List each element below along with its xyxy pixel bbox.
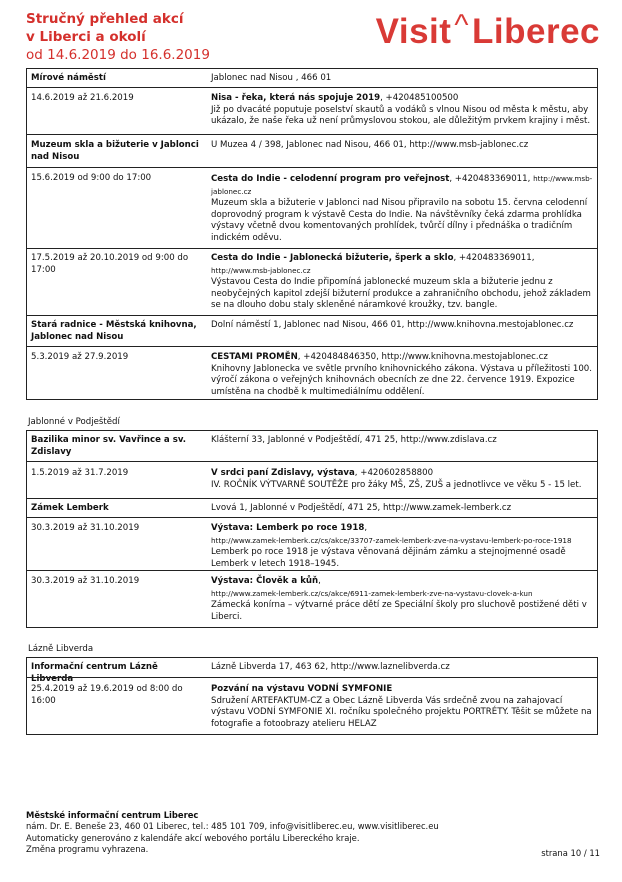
event-contact: , +420485100500 — [380, 93, 459, 103]
venue-address: Lázně Libverda 17, 463 62, http://www.laznelibverda.cz — [211, 662, 450, 672]
venue-name: Zámek Lemberk — [31, 503, 109, 513]
event-url[interactable]: http://www.msb-jablonec.cz — [211, 174, 593, 196]
document-title-line1: Stručný přehled akcí — [26, 11, 184, 27]
venue-row — [27, 69, 597, 87]
event-date: 17.5.2019 až 20.10.2019 od 9:00 do 17:00 — [31, 253, 189, 275]
venue-table-jablonne — [26, 430, 598, 628]
section-heading-libverda: Lázně Libverda — [28, 644, 94, 654]
event-description: Již po dvacáté poputuje poselství skautů a vodáků s vlnou Nisou od města k městu, aby ukázalo, že naše řeka už není průmyslovou stokou, ale důležitým prvkem krajiny i měst. — [211, 104, 591, 126]
event-title: Cesta do Indie - Jablonecká bižuterie, šperk a sklo — [211, 253, 454, 263]
venue-address: Jablonec nad Nisou , 466 01 — [211, 73, 332, 83]
event-contact: , — [318, 576, 321, 586]
event-title: Výstava: Člověk a kůň — [211, 576, 319, 586]
event-details — [211, 93, 595, 128]
event-description: Lemberk po roce 1918 je výstava věnovaná dějinám zámku a stejnojmenné osadě Lemberk v letech 1918–1945. — [211, 547, 566, 569]
event-date: 5.3.2019 až 27.9.2019 — [31, 352, 129, 362]
venue-name: Bazilika minor sv. Vavřince a sv. Zdislavy — [31, 435, 186, 457]
footer-note-changes: Změna programu vyhrazena. — [26, 843, 149, 854]
visitliberec-logo — [375, 9, 600, 52]
venue-row — [27, 658, 597, 684]
event-details — [211, 468, 595, 491]
event-row — [27, 517, 597, 570]
venue-row — [27, 431, 597, 461]
event-row — [27, 461, 597, 498]
page-number: strana 10 / 11 — [541, 848, 600, 858]
footer-note-generated: Automaticky generováno z kalendáře akcí webového portálu Libereckého kraje. — [26, 832, 360, 843]
event-description: IV. ROČNÍK VÝTVARNÉ SOUTĚŽE pro žáky MŠ, ZŠ, ZUŠ a jednotlivce ve věku 5 - 15 let. — [211, 479, 582, 490]
event-row — [27, 570, 597, 629]
event-title: Nisa - řeka, která nás spojuje 2019 — [211, 93, 381, 103]
event-date: 15.6.2019 od 9:00 do 17:00 — [31, 173, 152, 183]
footer-organization: Městské informační centrum Liberec — [26, 810, 199, 820]
event-details — [211, 523, 595, 570]
section-heading-jablonne: Jablonné v Podještědí — [28, 417, 120, 427]
venue-name: Muzeum skla a bižuterie v Jablonci nad Nisou — [31, 140, 199, 162]
event-title: Cesta do Indie - celodenní program pro veřejnost — [211, 174, 450, 184]
event-description: Sdružení ARTEFAKTUM-CZ a Obec Lázně Libverda Vás srdečně zvou na zahajovací výstavu VODNÍ SYMFONIE XI. ročníku společného projektu PORTRÉTY. Těšit se můžete na fotografie a fotoobrazy atelieru HELAZ — [211, 695, 592, 729]
event-details — [211, 253, 595, 312]
event-title: CESTAMI PROMĚN — [211, 352, 298, 362]
venue-address: Klášterní 33, Jablonné v Podještědí, 471 25, http://www.zdislava.cz — [211, 435, 497, 445]
event-date: 30.3.2019 až 31.10.2019 — [31, 523, 140, 533]
logo-text-right: Liberec — [472, 12, 600, 51]
venue-address: Lvová 1, Jablonné v Podještědí, 471 25, http://www.zamek-lemberk.cz — [211, 503, 512, 513]
event-date: 14.6.2019 až 21.6.2019 — [31, 93, 134, 103]
page-header — [26, 10, 600, 66]
event-row — [27, 677, 597, 735]
date-range: od 14.6.2019 do 16.6.2019 — [26, 47, 210, 63]
event-description: Knihovny Jablonecka ve světle prvního knihovnického zákona. Výstava u příležitosti 100. výročí zákona o veřejných knihovnách obecních ze dne 22. července 1919. Expozice umístěna na chodbě k multimediálnímu oddělení. — [211, 363, 593, 397]
venue-address: Dolní náměstí 1, Jablonec nad Nisou, 466 01, http://www.knihovna.mestojablonec.cz — [211, 320, 574, 330]
venue-row — [27, 134, 597, 167]
event-contact: , +420484846350, http://www.knihovna.mestojablonec.cz — [297, 352, 548, 362]
logo-text-left: Visit — [375, 12, 452, 51]
event-date: 1.5.2019 až 31.7.2019 — [31, 468, 129, 478]
event-url[interactable]: http://www.msb-jablonec.cz — [211, 265, 311, 275]
venue-row — [27, 315, 597, 346]
event-details — [211, 576, 595, 623]
event-description: Muzeum skla a bižuterie v Jablonci nad Nisou připravilo na sobotu 15. června celodenní doprovodný program k výstavě Cesta do Indie. Na návštěvníky čeká zdarma prohlídka výstavy včetně dvou komentovaných prohlídek, tvůrčí dílny i přednáška o tradičním indickém oděvu. — [211, 198, 588, 243]
event-contact: , +420483369011, — [449, 174, 531, 184]
event-description: Zámecká konírna – výtvarné práce dětí ze Speciální školy pro sluchově postižené děti v Liberci. — [211, 600, 587, 622]
event-contact: , — [364, 523, 368, 533]
event-title: V srdci paní Zdislavy, výstava — [211, 468, 355, 478]
venue-address: U Muzea 4 / 398, Jablonec nad Nisou, 466 01, http://www.msb-jablonec.cz — [211, 140, 529, 150]
event-date: 30.3.2019 až 31.10.2019 — [31, 576, 140, 586]
venue-name: Stará radnice - Městská knihovna, Jablonec nad Nisou — [31, 320, 197, 342]
event-date: 25.4.2019 až 19.6.2019 od 8:00 do 16:00 — [31, 684, 183, 706]
page-footer — [26, 810, 600, 855]
venue-name: Informační centrum Lázně Libverda — [31, 662, 158, 684]
event-title: Výstava: Lemberk po roce 1918 — [211, 523, 365, 533]
event-url[interactable]: http://www.zamek-lemberk.cz/cs/akce/6911-zamek-lemberk-zve-na-vystavu-clovek-a-kun — [211, 588, 533, 598]
logo-caret-icon: ^ — [454, 9, 469, 42]
event-title: Pozvání na výstavu VODNÍ SYMFONIE — [211, 684, 393, 694]
venue-table-libverda — [26, 657, 598, 735]
event-description: Výstavou Cesta do Indie připomíná jablonecké muzeum skla a bižuterie jednu z neobyčejných kapitol zdejší bižuterní produkce a zahraničního obchodu, jehož základem se na dlouho dobu staly skleněné náramkové kroužky, tzv. bangle. — [211, 277, 591, 310]
document-title-line2: v Liberci a okolí — [26, 29, 146, 45]
footer-address: nám. Dr. E. Beneše 23, 460 01 Liberec, tel.: 485 101 709, info@visitliberec.eu, www.visitliberec.eu — [26, 821, 439, 832]
event-details — [211, 173, 595, 244]
event-details — [211, 684, 595, 730]
event-contact: , +420483369011, — [453, 253, 535, 263]
event-row — [27, 167, 597, 248]
venue-row — [27, 498, 597, 517]
venue-table-jablonec — [26, 68, 598, 400]
event-url[interactable]: http://www.zamek-lemberk.cz/cs/akce/33707-zamek-lemberk-zve-na-vystavu-lemberk-po-roce-1918 — [211, 535, 572, 545]
event-row — [27, 346, 597, 403]
venue-name: Mírové náměstí — [31, 73, 106, 83]
event-row — [27, 248, 597, 315]
event-contact: , +420602858800 — [354, 468, 434, 478]
event-row — [27, 87, 597, 134]
event-details — [211, 352, 595, 398]
